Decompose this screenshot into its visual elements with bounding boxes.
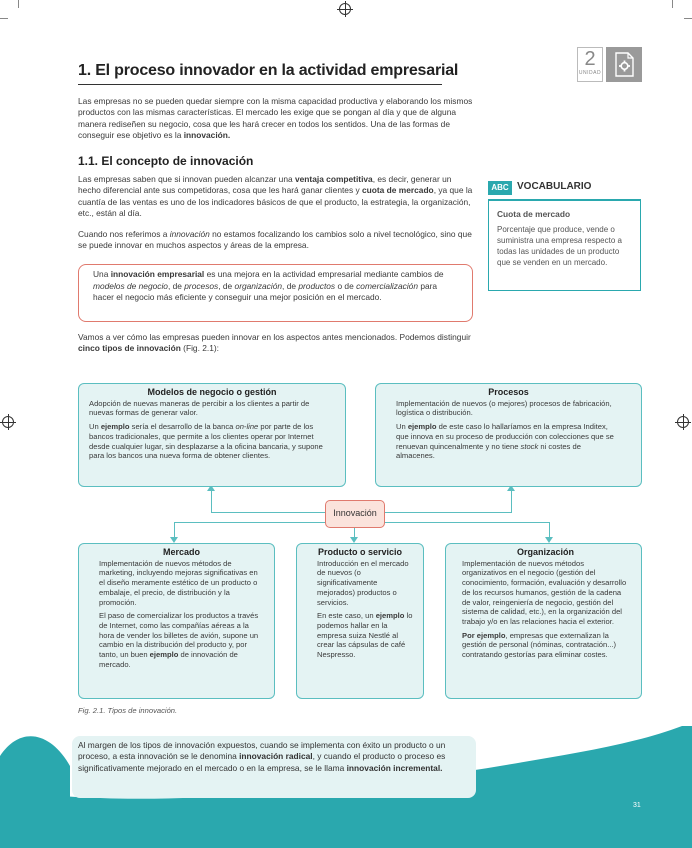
def-text: Una [93, 269, 111, 279]
def-italic: procesos [184, 280, 219, 291]
p2-text-a: Cuando nos referimos a [78, 229, 170, 239]
intro-bold: innovación. [183, 130, 231, 141]
registration-mark-top [339, 3, 351, 15]
modelos-ex-text: por parte de los bancos tradicionales, que permite a los clientes operar por Internet desde cualquier lugar, sin desplazarse a la oficina bancaria, y supone para los bancos una nueva forma de obtener clientes. [89, 422, 323, 461]
abc-badge: ABC [488, 181, 512, 195]
types-paragraph [78, 332, 474, 355]
procesos-ex-italic: stock [520, 441, 539, 451]
organizacion-ex-text: , empresas que externalizan la gestión de personal (nóminas, contratación...) contratando gestorías para eliminar costes. [462, 630, 617, 660]
def-italic: comercialización [356, 280, 418, 291]
producto-desc: Introducción en el mercado de nuevos (o significativamente mejorados) productos o servicios. [317, 558, 409, 607]
mercado-ex-text: El paso de comercializar los productos a través de Internet, como las compañías aéreas a la hora de vender los billetes de avión, supone un cambio en la distribución del producto y, por tanto, un buen [99, 611, 259, 660]
def-text: , de [167, 280, 185, 291]
unit-badge [577, 47, 603, 82]
connector-line [174, 522, 175, 538]
organizacion-example [462, 631, 629, 660]
page-number: 31 [633, 802, 641, 809]
modelos-title: Modelos de negocio o gestión [147, 387, 277, 397]
box-producto-servicio [296, 543, 424, 699]
procesos-ex-bold: ejemplo [407, 422, 437, 432]
gear-document-icon [606, 47, 642, 82]
box-organizacion [445, 543, 642, 699]
def-italic: productos [298, 280, 336, 291]
mercado-ex-bold: ejemplo [149, 650, 179, 660]
def-text: para hacer el negocio más eficiente y conseguir una mejor posición en el mercado. [93, 280, 438, 302]
closing-box [72, 736, 476, 798]
crop-mark [18, 0, 19, 8]
closing-text: , y cuando el producto o proceso es significativamente mejorado en el mercado o en la empresa, se le llama [78, 751, 446, 773]
box-modelos-negocio [78, 383, 346, 487]
procesos-example [396, 422, 621, 461]
registration-mark-left [2, 416, 14, 428]
def-text: , de [218, 280, 235, 291]
registration-mark-right [677, 416, 689, 428]
closing-bold-incremental: innovación incremental. [346, 762, 443, 773]
mercado-ex-text: de innovación de mercado. [99, 650, 238, 669]
closing-text: Al margen de los tipos de innovación expuestos, cuando se implementa con éxito un producto o un proceso, a esta innovación se le denomina [78, 740, 446, 762]
concept-paragraph [78, 174, 474, 220]
definition-box [78, 264, 473, 322]
vocabulary-term: Cuota de mercado [497, 209, 571, 219]
crop-mark [0, 18, 8, 19]
title-underline [78, 84, 442, 85]
p1-bold-ventaja: ventaja competitiva [294, 174, 373, 184]
procesos-desc: Implementación de nuevos (o mejores) procesos de fabricación, logística o distribución. [396, 398, 612, 418]
unit-label: UNIDAD [578, 70, 602, 76]
p3-bold: cinco tipos de innovación [78, 343, 181, 354]
p2-italic: innovación [169, 229, 210, 239]
procesos-title: Procesos [488, 387, 529, 397]
organizacion-ex-bold: Por ejemplo [462, 630, 506, 640]
p3-text-c: (Fig. 2.1): [180, 343, 220, 354]
crop-mark [684, 18, 692, 19]
modelos-ex-bold: ejemplo [100, 422, 130, 432]
vocabulary-title: VOCABULARIO [517, 181, 592, 192]
modelos-ex-text: Un [89, 422, 101, 432]
connector-line [385, 512, 511, 513]
vocabulary-definition: Porcentaje que produce, vende o suministra una empresa respecto a todas las unidades de un producto que se venden en un mercado. [497, 225, 622, 267]
procesos-ex-text: Un [396, 422, 408, 432]
procesos-ex-text: ni costes de almacenes. [396, 441, 581, 461]
connector-line [174, 522, 325, 523]
organizacion-desc: Implementación de nuevos métodos organizativos en el negocio (gestión del conocimiento, formación, evaluación y desarrollo de los recursos humanos, gestión de la cadena de valor, reingeniería de negocio, gestión del sistema de calidad, etc.), en la organización del trabajo y/o en las relaciones hacia el exterior. [462, 558, 627, 626]
closing-bold-radical: innovación radical [239, 751, 313, 762]
organizacion-title: Organización [516, 547, 574, 557]
mercado-desc: Implementación de nuevos métodos de marketing, incluyendo mejoras significativas en el diseño meramente estético de un producto o embalaje, el precio, de distribución y la promoción. [99, 558, 258, 607]
def-text: o de [335, 280, 357, 291]
p1-text-c: , es decir, generar un hecho diferencial ante sus competidoras, cosa que les hará ganar clientes y [78, 174, 452, 196]
intro-text: Las empresas no se pueden quedar siempre con la misma capacidad productiva y elaborando los mismos productos con las mismas características. El mercado les exige que se pongan al día y que de alguna manera rediseñen su negocio, cosa que les hará crecer en todos los sentidos. Una de las formas de conseguir ese objetivo es la [78, 96, 473, 141]
modelos-example [89, 422, 335, 461]
mercado-title: Mercado [162, 547, 200, 557]
figure-caption: Fig. 2.1. Tipos de innovación. [78, 706, 178, 715]
box-procesos [375, 383, 642, 487]
innovation-hub: Innovación [325, 500, 385, 528]
mercado-example [99, 611, 264, 669]
crop-mark [672, 0, 673, 8]
producto-title: Producto o servicio [317, 547, 403, 557]
def-text: , de [282, 280, 299, 291]
connector-line [211, 490, 212, 513]
intro-paragraph [78, 96, 474, 142]
connector-line [511, 490, 512, 513]
connector-line [549, 522, 550, 538]
producto-ex-text: En este caso, un [317, 611, 376, 621]
connector-line [385, 522, 549, 523]
def-italic: organización [234, 280, 283, 291]
vocabulary-box [488, 199, 641, 291]
page-title: 1. El proceso innovador en la actividad empresarial [78, 62, 459, 79]
producto-example [317, 611, 415, 660]
connector-line [211, 512, 325, 513]
section-heading: 1.1. El concepto de innovación [78, 154, 254, 168]
def-italic: modelos de negocio [93, 280, 168, 291]
procesos-ex-text: de este caso lo hallaríamos en la empresa Inditex, que innova en su proceso de producción con colecciones que se renuevan quincenalmente y no tiene [396, 422, 614, 451]
p1-text-a: Las empresas saben que si innovan pueden alcanzar una [78, 174, 295, 184]
producto-ex-text: lo podemos hallar en la empresa suiza Nestlé al crear las cápsulas de café Nespresso. [317, 611, 413, 660]
producto-ex-bold: ejemplo [375, 611, 405, 621]
box-mercado [78, 543, 275, 699]
modelos-desc: Adopción de nuevas maneras de percibir a los clientes a partir de nuevas formas de generar valor. [89, 398, 310, 418]
p1-bold-cuota: cuota de mercado [362, 185, 434, 196]
def-text: es una mejora en la actividad empresarial mediante cambios de [204, 269, 444, 279]
modelos-ex-italic: on-line [235, 422, 259, 432]
scope-paragraph [78, 229, 474, 252]
def-bold: innovación empresarial [110, 269, 205, 279]
p1-text-e: , ya que la cuantía de las ventas es uno de los indicadores básicos de que el producto, la estrategia, la organización, etc., están al día. [78, 185, 473, 219]
unit-number: 2 [584, 48, 596, 70]
p3-text-a: Vamos a ver cómo las empresas pueden innovar en los aspectos antes mencionados. Podemos distinguir [78, 332, 471, 342]
modelos-ex-text: sería el desarrollo de la banca [129, 422, 236, 432]
p2-text-c: no estamos focalizando los cambios solo a nivel tecnológico, sino que se puede innovar en muchos aspectos y áreas de la empresa. [78, 229, 472, 251]
